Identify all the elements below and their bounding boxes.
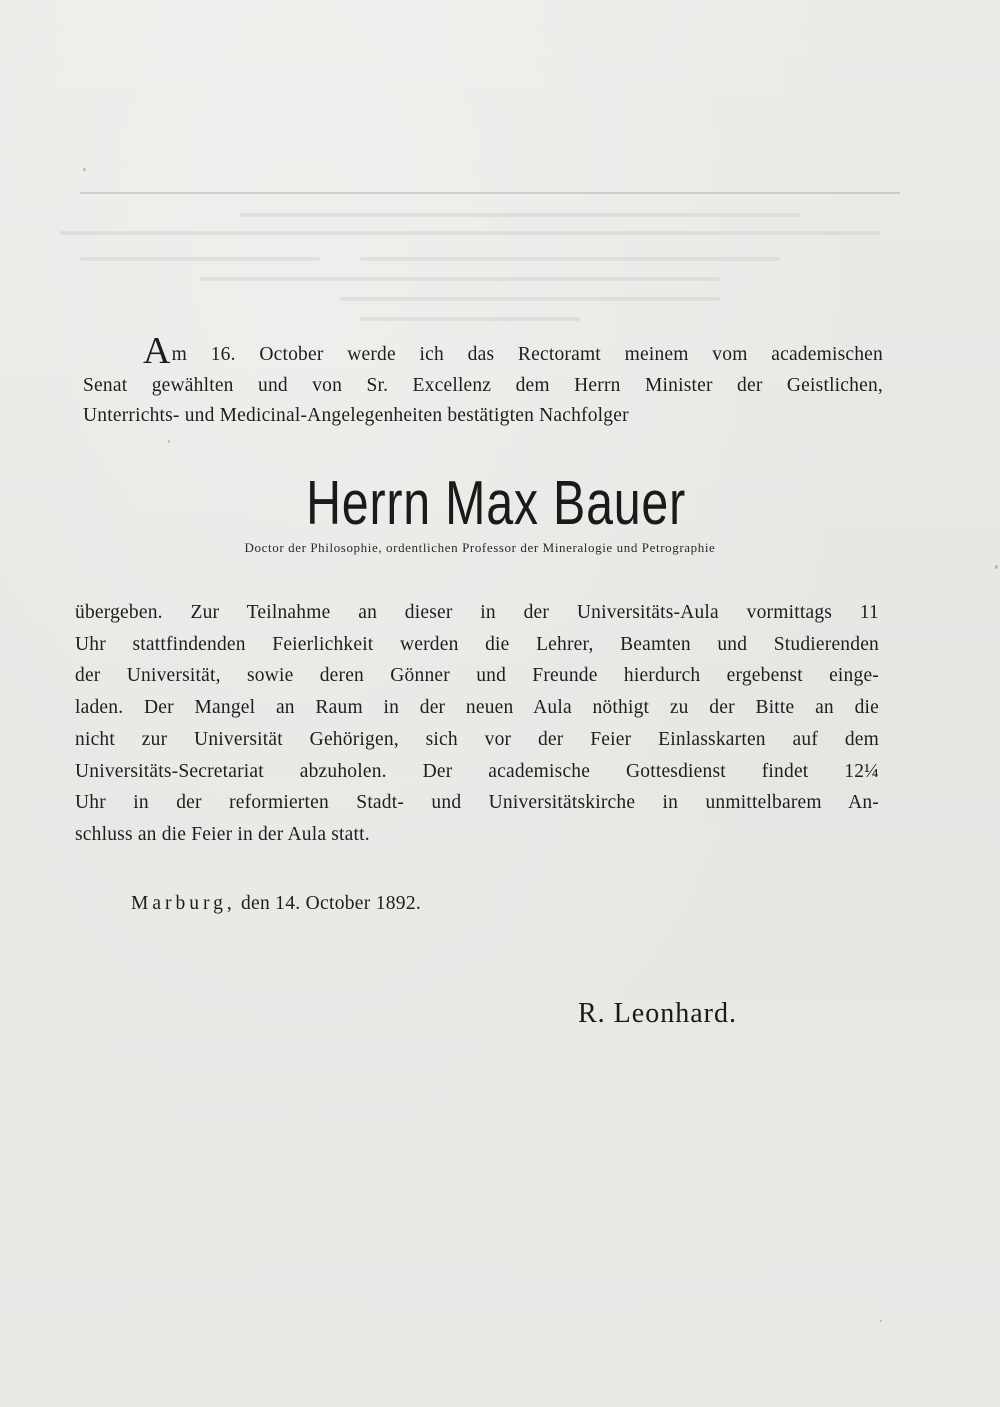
body-line: übergeben. Zur Teilnahme an dieser in der Universitäts-Aula vormittags 11 [75,602,879,623]
body-paragraph [75,597,879,851]
paper-speck [880,1320,882,1322]
intro-line-1: Am 16. October werde ich das Rectoramt meinem vom academischen [143,330,883,372]
body-line: Uhr stattfindenden Feierlichkeit werden die Lehrer, Beamten und Studierenden [75,633,879,655]
place: Marburg, [131,893,236,914]
drop-cap: A [143,330,171,372]
paper-speck [168,440,170,443]
paper-speck [83,168,86,171]
intro-line-3: Unterrichts- und Medicinal-Angelegenheiten bestätigten Nachfolger [83,405,629,426]
successor-name: Herrn Max Bauer [306,469,686,538]
intro-line-2: Senat gewählten und von Sr. Excellenz dem Herrn Minister der Geistlichen, [83,374,883,396]
body-line: laden. Der Mangel an Raum in der neuen Aula nöthigt zu der Bitte an die [75,697,879,719]
bleed-through-rule [80,192,900,194]
successor-title: Doctor der Philosophie, ordentlichen Professor der Mineralogie und Petrographie [244,540,716,555]
body-line: Universitäts-Secretariat abzuholen. Der academische Gottesdienst findet 12¼ [75,760,879,782]
bleed-through-text [60,205,920,355]
body-line: schluss an die Feier in der Aula statt. [75,823,370,845]
body-line: der Universität, sowie deren Gönner und Freunde hierdurch ergebenst einge- [75,665,879,687]
body-line: nicht zur Universität Gehörigen, sich vor der Feier Einlasskarten auf dem [75,728,879,750]
place-and-date [131,893,421,915]
date: den 14. October 1892. [240,893,422,914]
body-line: Uhr in der reformierten Stadt- und Universitätskirche in unmittelbarem An- [75,792,879,814]
paper-speck [995,565,998,569]
signature: R. Leonhard. [578,998,737,1029]
intro-paragraph [83,330,883,432]
